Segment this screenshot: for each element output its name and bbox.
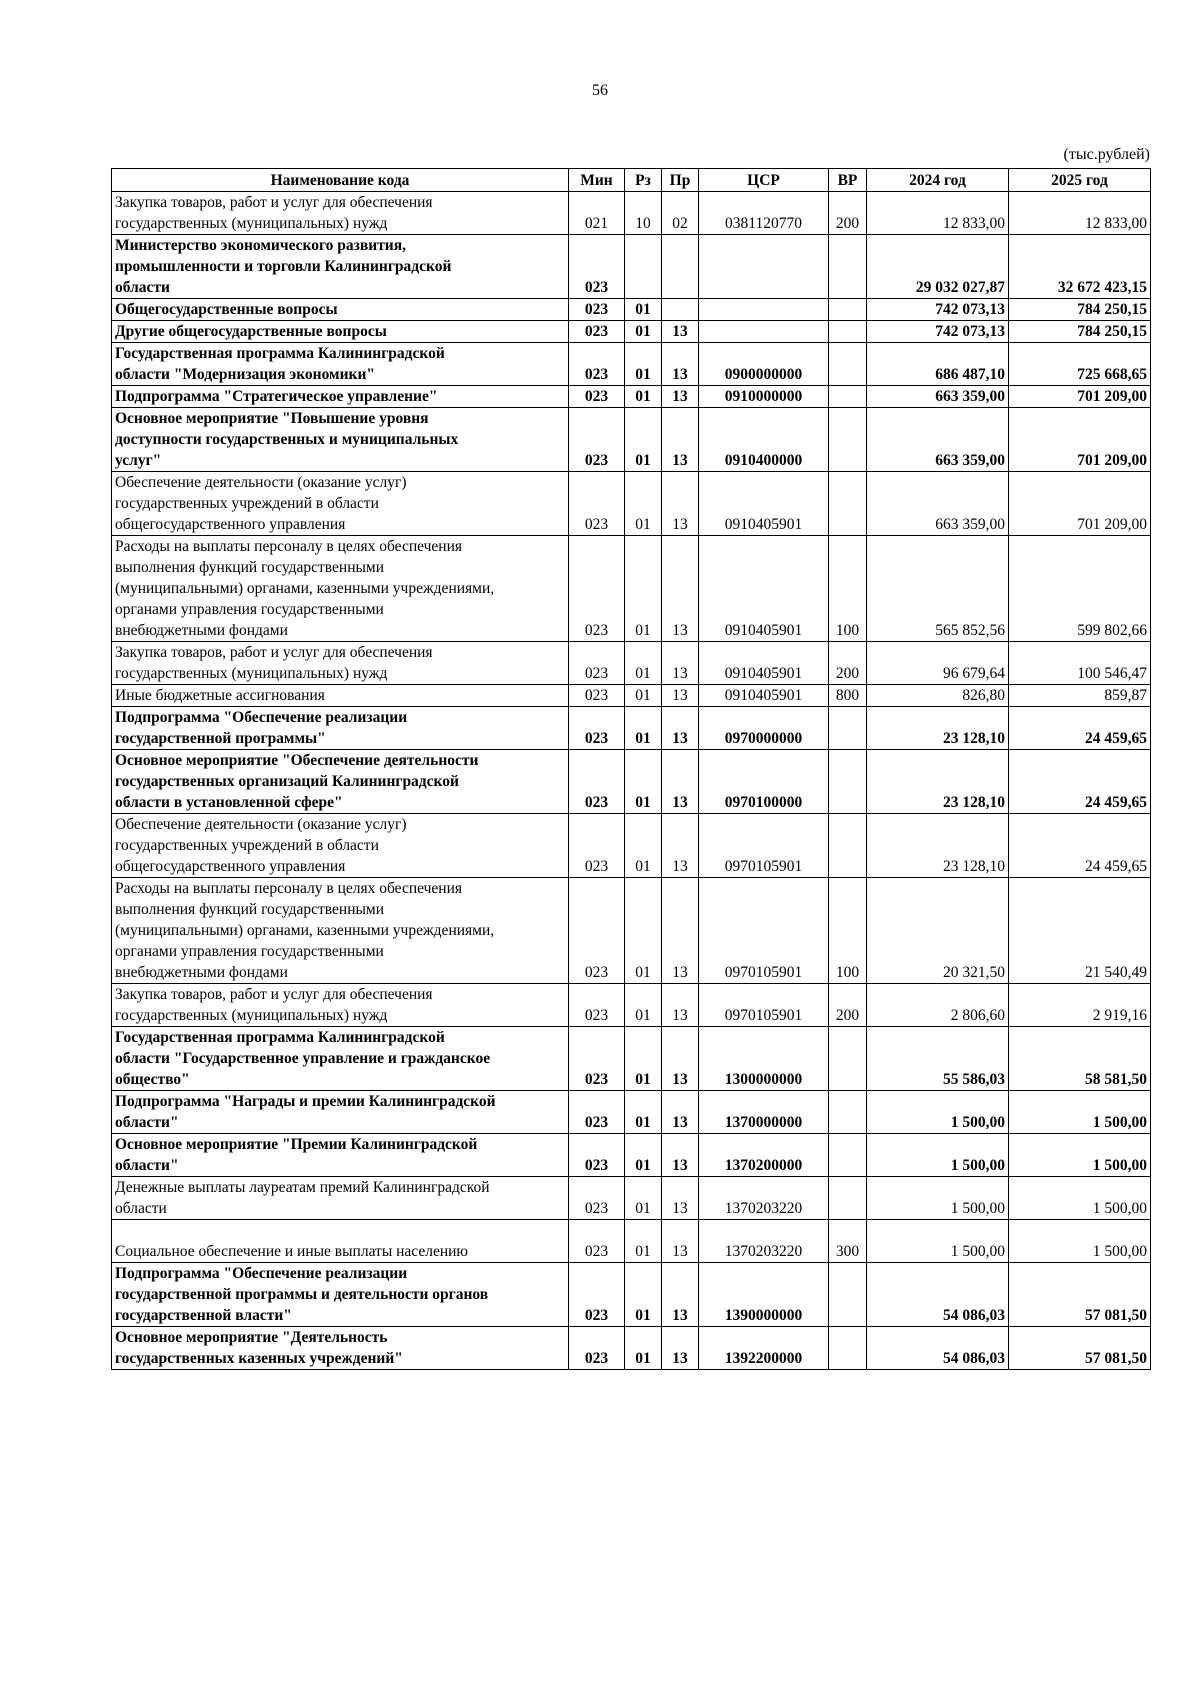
row-2024: 2 806,60 <box>867 984 1009 1027</box>
row-csr: 1370200000 <box>699 1134 829 1177</box>
table-header-row <box>112 169 1151 192</box>
row-2025: 1 500,00 <box>1009 1177 1151 1220</box>
table-row <box>112 707 1151 750</box>
row-vr <box>829 1091 867 1134</box>
row-csr: 0970105901 <box>699 814 829 878</box>
row-min: 023 <box>569 984 625 1027</box>
row-name: Основное мероприятие "Деятельность государственных казенных учреждений" <box>112 1327 569 1370</box>
table-row <box>112 1134 1151 1177</box>
row-csr: 0970100000 <box>699 750 829 814</box>
row-min: 023 <box>569 878 625 984</box>
row-pr: 13 <box>662 878 699 984</box>
row-name: Государственная программа Калининградской области "Государственное управление и гражданское общество" <box>112 1027 569 1091</box>
row-min: 023 <box>569 707 625 750</box>
row-name: Денежные выплаты лауреатам премий Калининградской области <box>112 1177 569 1220</box>
row-csr: 0381120770 <box>699 192 829 235</box>
row-rz: 01 <box>625 750 662 814</box>
row-csr: 0910405901 <box>699 536 829 642</box>
row-min: 023 <box>569 1027 625 1091</box>
table-row <box>112 321 1151 343</box>
row-2025: 1 500,00 <box>1009 1220 1151 1263</box>
table-row <box>112 299 1151 321</box>
row-vr <box>829 321 867 343</box>
row-min: 023 <box>569 343 625 386</box>
row-vr <box>829 750 867 814</box>
row-2025: 2 919,16 <box>1009 984 1151 1027</box>
row-rz: 01 <box>625 386 662 408</box>
row-min: 023 <box>569 536 625 642</box>
row-2025: 57 081,50 <box>1009 1327 1151 1370</box>
row-csr: 0910405901 <box>699 642 829 685</box>
row-2025: 784 250,15 <box>1009 299 1151 321</box>
row-min: 023 <box>569 1263 625 1327</box>
row-min: 023 <box>569 235 625 299</box>
table-row <box>112 192 1151 235</box>
row-2025: 12 833,00 <box>1009 192 1151 235</box>
row-name: Основное мероприятие "Премии Калининградской области" <box>112 1134 569 1177</box>
row-min: 023 <box>569 1220 625 1263</box>
row-min: 023 <box>569 321 625 343</box>
row-rz: 01 <box>625 707 662 750</box>
row-2024: 1 500,00 <box>867 1220 1009 1263</box>
table-row <box>112 750 1151 814</box>
page-number: 56 <box>592 82 608 99</box>
row-pr: 13 <box>662 1263 699 1327</box>
row-name: Подпрограмма "Награды и премии Калининградской области" <box>112 1091 569 1134</box>
row-2024: 55 586,03 <box>867 1027 1009 1091</box>
row-csr <box>699 235 829 299</box>
row-pr: 13 <box>662 408 699 472</box>
row-rz: 01 <box>625 1091 662 1134</box>
table-row <box>112 1027 1151 1091</box>
row-2025: 599 802,66 <box>1009 536 1151 642</box>
row-rz: 01 <box>625 814 662 878</box>
row-pr: 13 <box>662 1327 699 1370</box>
row-2024: 96 679,64 <box>867 642 1009 685</box>
row-rz: 01 <box>625 642 662 685</box>
row-name: Обеспечение деятельности (оказание услуг) государственных учреждений в области общегосударственного управления <box>112 472 569 536</box>
row-vr: 100 <box>829 878 867 984</box>
row-csr: 0910405901 <box>699 472 829 536</box>
row-csr: 1390000000 <box>699 1263 829 1327</box>
row-pr: 13 <box>662 642 699 685</box>
row-rz: 01 <box>625 878 662 984</box>
row-rz: 01 <box>625 321 662 343</box>
row-min: 023 <box>569 1134 625 1177</box>
row-2025: 100 546,47 <box>1009 642 1151 685</box>
row-vr <box>829 1134 867 1177</box>
row-rz <box>625 235 662 299</box>
row-rz: 01 <box>625 1027 662 1091</box>
row-vr: 100 <box>829 536 867 642</box>
row-min: 023 <box>569 1091 625 1134</box>
header-min: Мин <box>569 169 625 192</box>
row-2024: 565 852,56 <box>867 536 1009 642</box>
row-csr: 1370203220 <box>699 1220 829 1263</box>
row-2025: 24 459,65 <box>1009 750 1151 814</box>
row-vr <box>829 1027 867 1091</box>
row-pr: 13 <box>662 321 699 343</box>
row-2024: 1 500,00 <box>867 1177 1009 1220</box>
row-csr <box>699 321 829 343</box>
row-pr: 13 <box>662 472 699 536</box>
row-name: Иные бюджетные ассигнования <box>112 685 569 707</box>
row-name: Министерство экономического развития, промышленности и торговли Калининградской области <box>112 235 569 299</box>
row-vr <box>829 814 867 878</box>
table-row <box>112 1263 1151 1327</box>
table-row <box>112 685 1151 707</box>
budget-table <box>111 168 1151 1370</box>
row-min: 023 <box>569 299 625 321</box>
header-name: Наименование кода <box>112 169 569 192</box>
row-2025: 701 209,00 <box>1009 386 1151 408</box>
row-pr: 13 <box>662 984 699 1027</box>
row-vr <box>829 1177 867 1220</box>
row-csr: 0970105901 <box>699 984 829 1027</box>
row-2025: 725 668,65 <box>1009 343 1151 386</box>
table-row <box>112 408 1151 472</box>
row-csr: 0910000000 <box>699 386 829 408</box>
row-vr: 200 <box>829 984 867 1027</box>
row-min: 021 <box>569 192 625 235</box>
row-name: Обеспечение деятельности (оказание услуг) государственных учреждений в области общегосударственного управления <box>112 814 569 878</box>
row-rz: 01 <box>625 1177 662 1220</box>
row-vr <box>829 343 867 386</box>
row-name: Закупка товаров, работ и услуг для обеспечения государственных (муниципальных) нужд <box>112 984 569 1027</box>
table-row <box>112 235 1151 299</box>
row-2025: 1 500,00 <box>1009 1134 1151 1177</box>
row-2024: 663 359,00 <box>867 472 1009 536</box>
table-row <box>112 984 1151 1027</box>
table-body <box>112 192 1151 1370</box>
row-csr: 1392200000 <box>699 1327 829 1370</box>
row-name: Закупка товаров, работ и услуг для обеспечения государственных (муниципальных) нужд <box>112 642 569 685</box>
row-pr: 13 <box>662 536 699 642</box>
row-rz: 01 <box>625 984 662 1027</box>
row-2024: 663 359,00 <box>867 386 1009 408</box>
row-2025: 21 540,49 <box>1009 878 1151 984</box>
row-2024: 686 487,10 <box>867 343 1009 386</box>
row-2024: 54 086,03 <box>867 1327 1009 1370</box>
row-min: 023 <box>569 408 625 472</box>
row-name: Основное мероприятие "Повышение уровня доступности государственных и муниципальных услуг" <box>112 408 569 472</box>
row-pr: 02 <box>662 192 699 235</box>
row-csr: 0910400000 <box>699 408 829 472</box>
row-rz: 01 <box>625 1327 662 1370</box>
table-row <box>112 343 1151 386</box>
row-name: Расходы на выплаты персоналу в целях обеспечения выполнения функций государственными (муниципальными) органами, казенными учреждениями, органами управления государственными внебюджетными фондами <box>112 536 569 642</box>
row-2024: 23 128,10 <box>867 707 1009 750</box>
row-rz: 01 <box>625 685 662 707</box>
row-csr: 0910405901 <box>699 685 829 707</box>
row-2025: 24 459,65 <box>1009 707 1151 750</box>
row-min: 023 <box>569 1327 625 1370</box>
row-2024: 742 073,13 <box>867 321 1009 343</box>
row-2024: 54 086,03 <box>867 1263 1009 1327</box>
row-rz: 01 <box>625 536 662 642</box>
row-2024: 826,80 <box>867 685 1009 707</box>
row-rz: 01 <box>625 299 662 321</box>
row-vr <box>829 299 867 321</box>
table-row <box>112 1327 1151 1370</box>
row-2025: 784 250,15 <box>1009 321 1151 343</box>
row-rz: 01 <box>625 343 662 386</box>
row-pr: 13 <box>662 685 699 707</box>
row-pr: 13 <box>662 1091 699 1134</box>
row-csr: 0900000000 <box>699 343 829 386</box>
row-min: 023 <box>569 814 625 878</box>
row-name: Подпрограмма "Обеспечение реализации государственной программы и деятельности органов государственной власти" <box>112 1263 569 1327</box>
row-min: 023 <box>569 472 625 536</box>
row-pr: 13 <box>662 1134 699 1177</box>
row-pr: 13 <box>662 1220 699 1263</box>
header-2024: 2024 год <box>867 169 1009 192</box>
table-row <box>112 642 1151 685</box>
table-row <box>112 386 1151 408</box>
row-rz: 01 <box>625 408 662 472</box>
row-rz: 01 <box>625 1263 662 1327</box>
row-2025: 58 581,50 <box>1009 1027 1151 1091</box>
row-rz: 01 <box>625 1134 662 1177</box>
header-vr: ВР <box>829 169 867 192</box>
row-csr <box>699 299 829 321</box>
row-2024: 742 073,13 <box>867 299 1009 321</box>
row-rz: 01 <box>625 472 662 536</box>
row-2025: 701 209,00 <box>1009 408 1151 472</box>
row-min: 023 <box>569 685 625 707</box>
row-pr: 13 <box>662 1027 699 1091</box>
units-label: (тыс.рублей) <box>1063 146 1150 163</box>
row-2025: 859,87 <box>1009 685 1151 707</box>
row-name: Государственная программа Калининградской области "Модернизация экономики" <box>112 343 569 386</box>
row-2024: 20 321,50 <box>867 878 1009 984</box>
row-vr: 200 <box>829 192 867 235</box>
header-csr: ЦСР <box>699 169 829 192</box>
row-pr: 13 <box>662 1177 699 1220</box>
row-min: 023 <box>569 1177 625 1220</box>
row-name: Социальное обеспечение и иные выплаты населению <box>112 1220 569 1263</box>
row-vr: 200 <box>829 642 867 685</box>
row-2024: 1 500,00 <box>867 1134 1009 1177</box>
table-row <box>112 536 1151 642</box>
row-min: 023 <box>569 750 625 814</box>
row-name: Другие общегосударственные вопросы <box>112 321 569 343</box>
row-vr <box>829 386 867 408</box>
row-csr: 0970000000 <box>699 707 829 750</box>
row-name: Основное мероприятие "Обеспечение деятельности государственных организаций Калининградской области в установленной сфере" <box>112 750 569 814</box>
row-pr: 13 <box>662 707 699 750</box>
row-2024: 663 359,00 <box>867 408 1009 472</box>
table-row <box>112 1091 1151 1134</box>
row-csr: 0970105901 <box>699 878 829 984</box>
row-vr <box>829 408 867 472</box>
row-vr <box>829 235 867 299</box>
table-row <box>112 472 1151 536</box>
row-2025: 701 209,00 <box>1009 472 1151 536</box>
row-csr: 1300000000 <box>699 1027 829 1091</box>
row-name: Закупка товаров, работ и услуг для обеспечения государственных (муниципальных) нужд <box>112 192 569 235</box>
row-2025: 24 459,65 <box>1009 814 1151 878</box>
row-name: Общегосударственные вопросы <box>112 299 569 321</box>
row-vr <box>829 472 867 536</box>
row-rz: 01 <box>625 1220 662 1263</box>
row-rz: 10 <box>625 192 662 235</box>
table-row <box>112 878 1151 984</box>
row-vr: 300 <box>829 1220 867 1263</box>
header-2025: 2025 год <box>1009 169 1151 192</box>
row-name: Расходы на выплаты персоналу в целях обеспечения выполнения функций государственными (муниципальными) органами, казенными учреждениями, органами управления государственными внебюджетными фондами <box>112 878 569 984</box>
row-2025: 1 500,00 <box>1009 1091 1151 1134</box>
row-pr: 13 <box>662 814 699 878</box>
row-2024: 29 032 027,87 <box>867 235 1009 299</box>
header-rz: Рз <box>625 169 662 192</box>
row-name: Подпрограмма "Обеспечение реализации государственной программы" <box>112 707 569 750</box>
row-pr: 13 <box>662 343 699 386</box>
row-2024: 23 128,10 <box>867 814 1009 878</box>
row-csr: 1370000000 <box>699 1091 829 1134</box>
row-pr <box>662 235 699 299</box>
header-pr: Пр <box>662 169 699 192</box>
row-2024: 23 128,10 <box>867 750 1009 814</box>
row-pr: 13 <box>662 750 699 814</box>
row-pr: 13 <box>662 386 699 408</box>
row-vr: 800 <box>829 685 867 707</box>
row-2024: 12 833,00 <box>867 192 1009 235</box>
row-pr <box>662 299 699 321</box>
row-name: Подпрограмма "Стратегическое управление" <box>112 386 569 408</box>
row-min: 023 <box>569 642 625 685</box>
row-2025: 32 672 423,15 <box>1009 235 1151 299</box>
row-csr: 1370203220 <box>699 1177 829 1220</box>
row-2025: 57 081,50 <box>1009 1263 1151 1327</box>
row-vr <box>829 707 867 750</box>
table-row <box>112 1220 1151 1263</box>
row-2024: 1 500,00 <box>867 1091 1009 1134</box>
row-vr <box>829 1263 867 1327</box>
table-row <box>112 1177 1151 1220</box>
row-min: 023 <box>569 386 625 408</box>
table-row <box>112 814 1151 878</box>
row-vr <box>829 1327 867 1370</box>
